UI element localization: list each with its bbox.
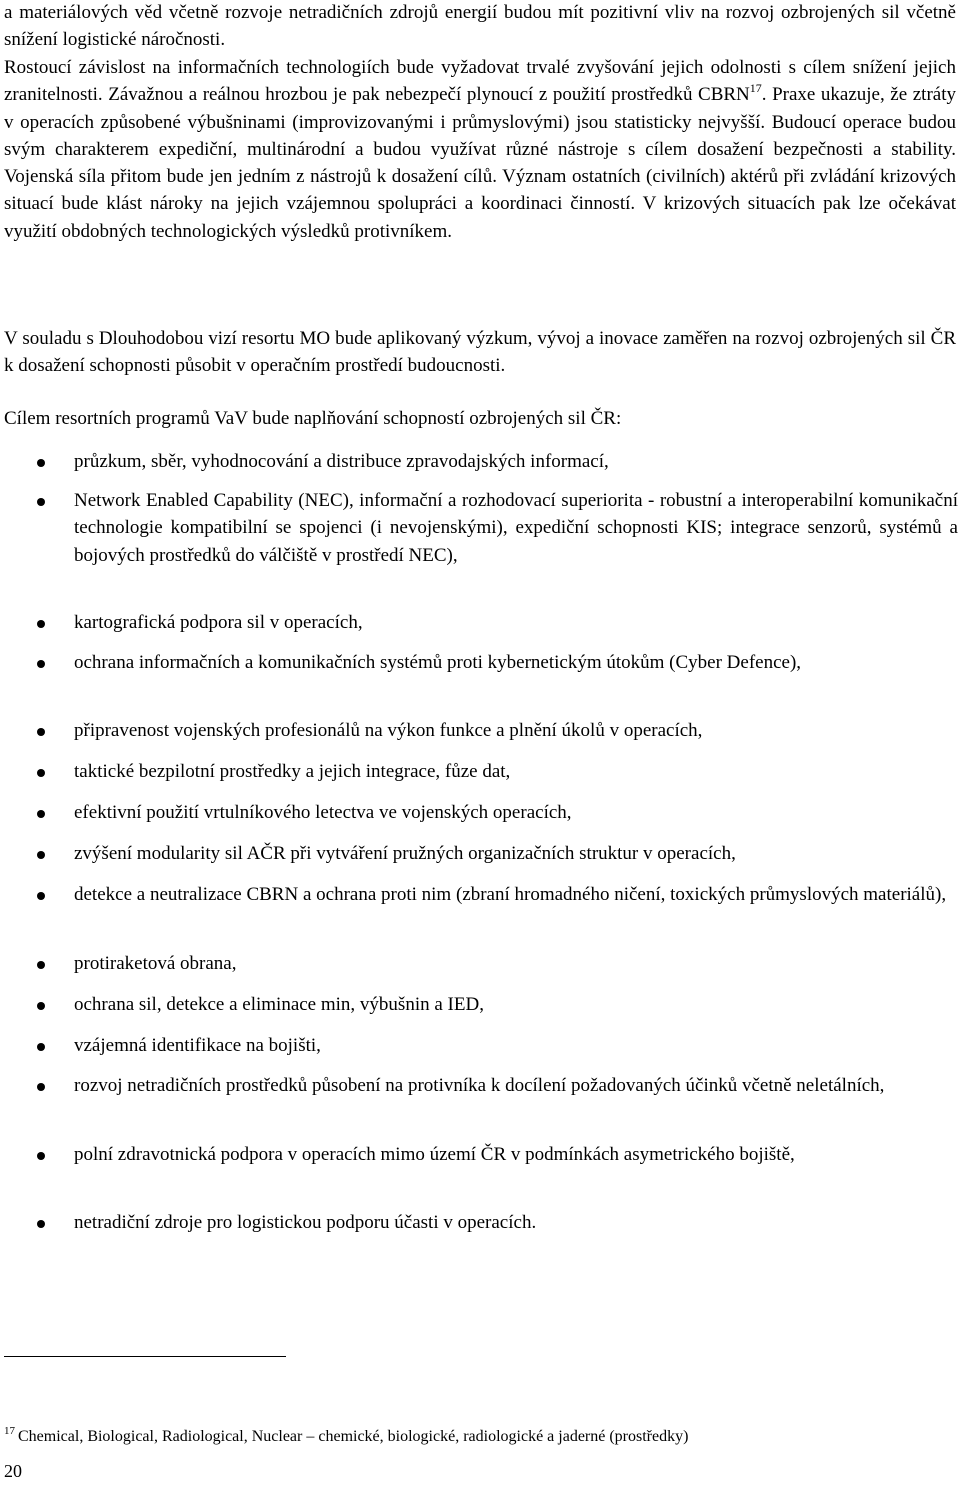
paragraph-programs-lead: Cílem resortních programů VaV bude naplňování schopností ozbrojených sil ČR: — [4, 408, 622, 429]
footnote-reference[interactable]: 17 — [749, 81, 762, 96]
bullet-icon — [37, 1083, 45, 1091]
list-item-text: kartografická podpora sil v operacích, — [74, 612, 363, 633]
paragraph-resilience — [4, 54, 956, 245]
list-item-text: připravenost vojenských profesionálů na výkon funkce a plnění úkolů v operacích, — [74, 720, 703, 741]
list-item-text: rozvoj netradičních prostředků působení na protivníka k docílení požadovaných účinků včetně neletálních, — [74, 1075, 885, 1096]
footnote-text: Chemical, Biological, Radiological, Nuclear – chemické, biologické, radiologické a jaderné (prostředky) — [18, 1428, 689, 1445]
list-item-text: polní zdravotnická podpora v operacích mimo území ČR v podmínkách asymetrického bojiště, — [74, 1144, 795, 1165]
bullet-icon — [37, 620, 45, 628]
list-item-text: efektivní použití vrtulníkového letectva ve vojenských operacích, — [74, 802, 572, 823]
bullet-icon — [37, 851, 45, 859]
bullet-icon — [37, 660, 45, 668]
footnote-number: 17 — [4, 1425, 15, 1437]
footnote — [4, 1420, 954, 1448]
paragraph-resilience-text-cont: . Praxe ukazuje, že ztráty v operacích způsobené výbušninami (improvizovanými i průmyslovými) jsou statisticky nejvyšší. Budoucí operace budou svým charakterem expediční, multinárodní a budou využívat různé nástroje s cílem dosažení bezpečnosti a stability. Vojenská síla přitom bude jen jedním z nástrojů k dosažení cílů. Význam ostatních (civilních) aktérů při zvládání krizových situací bude klást nároky na jejich vzájemnou spolupráci a koordinaci činností. V krizových situacích pak lze očekávat využití obdobných technologických výsledků protivníkem. — [4, 84, 956, 242]
list-item-text: vzájemná identifikace na bojišti, — [74, 1035, 321, 1056]
footnote-separator — [4, 1356, 286, 1357]
bullet-icon — [37, 1002, 45, 1010]
paragraph-materials: a materiálových věd včetně rozvoje netradičních zdrojů energií budou mít pozitivní vliv na rozvoj ozbrojených sil včetně snížení logistické náročnosti. — [4, 2, 956, 51]
list-item-text: detekce a neutralizace CBRN a ochrana proti nim (zbraní hromadného ničení, toxických průmyslových materiálů), — [74, 884, 947, 905]
bullet-icon — [37, 728, 45, 736]
list-item-text: zvýšení modularity sil AČR při vytváření pružných organizačních struktur v operacích, — [74, 843, 736, 864]
bullet-icon — [37, 1043, 45, 1051]
paragraph-resilience-text: Rostoucí závislost na informačních technologiích bude vyžadovat trvalé zvyšování jejich odolnosti s cílem snížení jejich zranitelnosti. Závažnou a reálnou hrozbou je pak nebezpečí plynoucí z použití prostředků CBRN — [4, 57, 956, 106]
list-item-text: ochrana sil, detekce a eliminace min, výbušnin a IED, — [74, 994, 484, 1015]
bullet-icon — [37, 810, 45, 818]
bullet-icon — [37, 961, 45, 969]
bullet-icon — [37, 1220, 45, 1228]
list-item-text: průzkum, sběr, vyhodnocování a distribuce zpravodajských informací, — [74, 451, 609, 472]
bullet-icon — [37, 892, 45, 900]
list-item-text: Network Enabled Capability (NEC), informační a rozhodovací superiorita - robustní a interoperabilní komunikační technologie kompatibilní se spojenci (i nevojenskými), expediční schopnosti KIS; integrace senzorů, systémů a bojových prostředků do válčiště v prostředí NEC), — [74, 490, 958, 566]
bullet-icon — [37, 498, 45, 506]
paragraph-mo-vision: V souladu s Dlouhodobou vizí resortu MO bude aplikovaný výzkum, vývoj a inovace zaměřen na rozvoj ozbrojených sil ČR k dosažení schopnosti působit v operačním prostředí budoucnosti. — [4, 328, 956, 377]
page-number: 20 — [4, 1461, 22, 1481]
bullet-icon — [37, 769, 45, 777]
bullet-icon — [37, 459, 45, 467]
list-item-text: netradiční zdroje pro logistickou podporu účasti v operacích. — [74, 1212, 537, 1233]
list-item-text: ochrana informačních a komunikačních systémů proti kybernetickým útokům (Cyber Defence), — [74, 652, 802, 673]
list-item-text: protiraketová obrana, — [74, 953, 237, 974]
bullet-icon — [37, 1152, 45, 1160]
list-item-text: taktické bezpilotní prostředky a jejich integrace, fůze dat, — [74, 761, 511, 782]
